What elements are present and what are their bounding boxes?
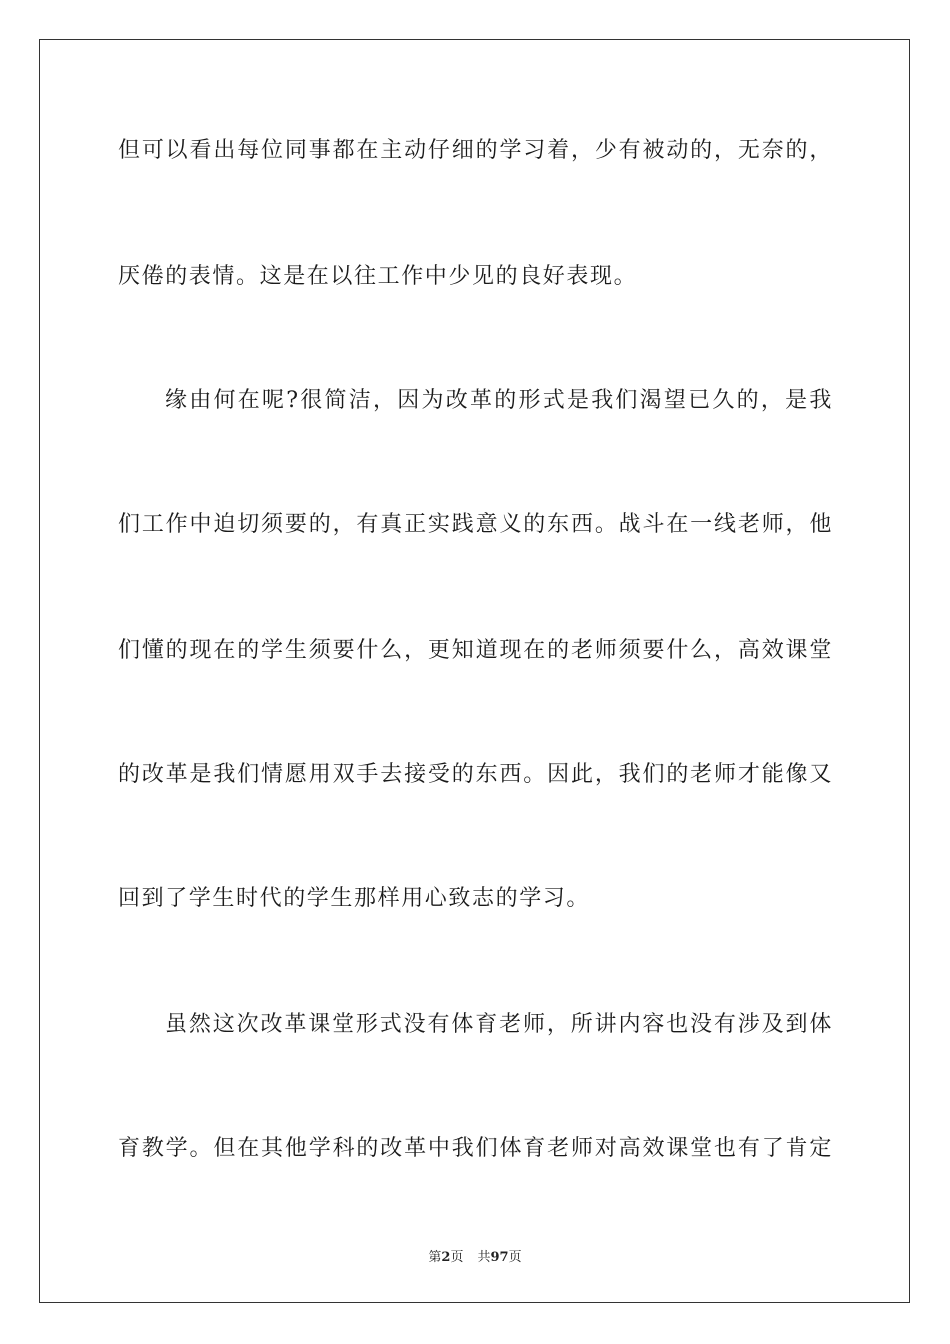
paragraph-start-line: 虽然这次改革课堂形式没有体育老师，所讲内容也没有涉及到体 bbox=[165, 1012, 833, 1037]
total-suffix: 页 bbox=[508, 1250, 522, 1265]
paragraph-start-line: 缘由何在呢?很简洁，因为改革的形式是我们渴望已久的，是我 bbox=[165, 388, 833, 413]
text-line: 厌倦的表情。这是在以往工作中少见的良好表现。 bbox=[118, 264, 638, 289]
page-footer bbox=[0, 1246, 950, 1265]
page-suffix: 页 bbox=[450, 1250, 464, 1265]
page-prefix: 第 bbox=[428, 1250, 442, 1265]
text-line: 的改革是我们情愿用双手去接受的东西。因此，我们的老师才能像又 bbox=[118, 762, 833, 787]
total-pages: 97 bbox=[490, 1250, 509, 1265]
text-line: 育教学。但在其他学科的改革中我们体育老师对高效课堂也有了肯定 bbox=[118, 1136, 833, 1161]
text-line: 回到了学生时代的学生那样用心致志的学习。 bbox=[118, 886, 591, 911]
text-line: 们懂的现在的学生须要什么，更知道现在的老师须要什么，高效课堂 bbox=[118, 638, 833, 663]
page-border bbox=[39, 39, 910, 1303]
page-number: 2 bbox=[441, 1250, 451, 1265]
text-line: 但可以看出每位同事都在主动仔细的学习着，少有被动的，无奈的， bbox=[118, 138, 833, 163]
total-prefix: 共 bbox=[477, 1250, 491, 1265]
text-line: 们工作中迫切须要的，有真正实践意义的东西。战斗在一线老师，他 bbox=[118, 512, 833, 537]
